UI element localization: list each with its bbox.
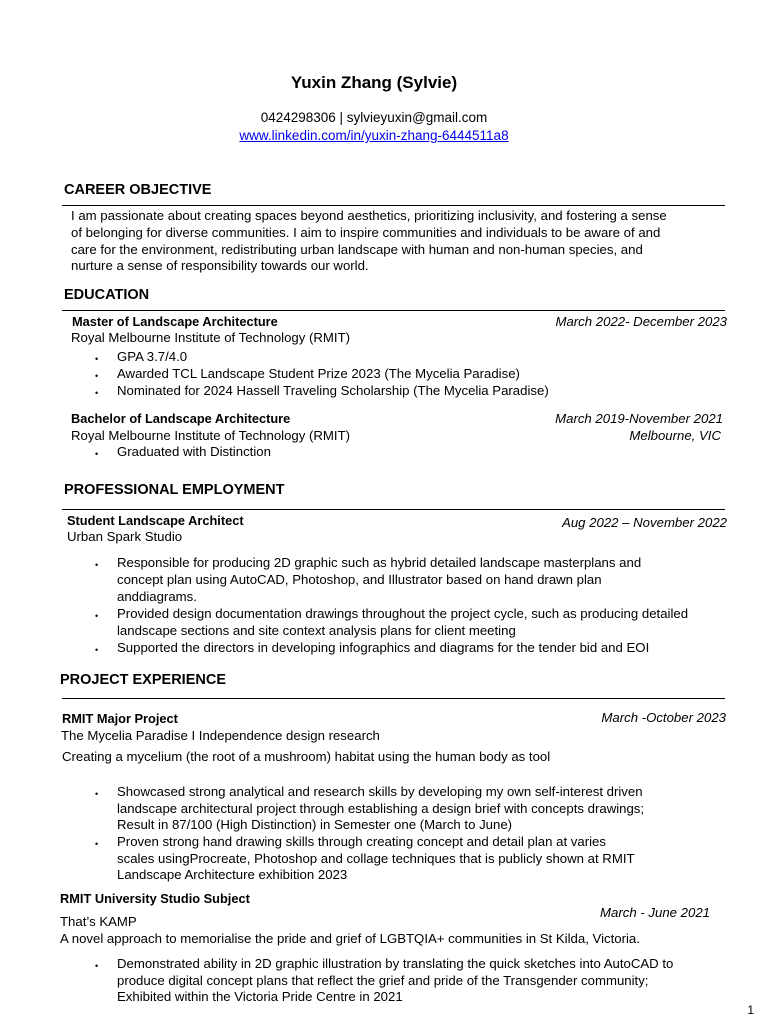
bachelor-date: March 2019-November 2021 <box>555 411 723 426</box>
list-item: Landscape Architecture exhibition 2023 <box>117 867 348 883</box>
project-subtitle-major: The Mycelia Paradise I Independence design research <box>61 728 380 743</box>
bullet-marker: • <box>95 789 99 799</box>
studio-bullet-list <box>0 956 748 1006</box>
project-subtitle-studio: That’s KAMP <box>60 914 137 929</box>
section-heading-career: CAREER OBJECTIVE <box>64 182 212 198</box>
section-divider <box>62 509 725 510</box>
list-item: • Demonstrated ability in 2D graphic illustration by translating the quick sketches into AutoCAD to <box>0 956 748 973</box>
list-item: • Responsible for producing 2D graphic such as hybrid detailed landscape masterplans and <box>0 555 748 572</box>
job-date: Aug 2022 – November 2022 <box>562 515 727 530</box>
career-line: I am passionate about creating spaces beyond aesthetics, prioritizing inclusivity, and fostering a sense <box>71 208 667 223</box>
project-description-studio: A novel approach to memorialise the pride and grief of LGBTQIA+ communities in St Kilda, Victoria. <box>60 931 640 946</box>
list-item: produce digital concept plans that reflect the grief and pride of the Transgender community; <box>117 972 649 988</box>
bullet-marker: • <box>95 611 99 621</box>
list-item: anddiagrams. <box>117 589 197 604</box>
list-item: • Showcased strong analytical and research skills by developing my own self-interest driven <box>0 784 748 801</box>
section-heading-education: EDUCATION <box>64 287 150 303</box>
contact-info: 0424298306 | sylvieyuxin@gmail.com <box>260 110 488 125</box>
job-title: Student Landscape Architect <box>67 513 244 528</box>
list-item: landscape sections and site context analysis plans for client meeting <box>117 623 516 638</box>
career-line: of belonging for diverse communities. I aim to inspire communities and individuals to be aware of and <box>71 224 661 240</box>
linkedin-link[interactable]: www.linkedin.com/in/yuxin-zhang-6444511a8 <box>239 128 509 143</box>
section-heading-projects: PROJECT EXPERIENCE <box>60 672 226 688</box>
project-date-major: March -October 2023 <box>601 710 726 725</box>
list-item: landscape architectural project through establishing a design brief with concepts drawings; <box>117 800 645 816</box>
bachelor-school: Royal Melbourne Institute of Technology (RMIT) <box>71 428 351 443</box>
employment-bullet-list <box>0 555 748 657</box>
master-bullet-list <box>0 349 748 400</box>
list-item: Exhibited within the Victoria Pride Centre in 2021 <box>117 989 403 1005</box>
list-item: • Awarded TCL Landscape Student Prize 2023 (The Mycelia Paradise) <box>0 366 748 383</box>
career-line: care for the environment, redistributing urban landscape with human and non-human species, and <box>71 241 643 257</box>
list-item: • Proven strong hand drawing skills through creating concept and detail plan at varies <box>0 834 748 851</box>
list-item: Result in 87/100 (High Distinction) in Semester one (March to June) <box>117 817 513 833</box>
career-objective-text <box>71 208 667 275</box>
section-heading-employment: PROFESSIONAL EMPLOYMENT <box>64 482 285 498</box>
bachelor-degree-title: Bachelor of Landscape Architecture <box>71 411 291 426</box>
master-school: Royal Melbourne Institute of Technology (RMIT) <box>71 330 351 345</box>
page-number: 1 <box>747 1003 754 1017</box>
bullet-marker: • <box>95 839 99 850</box>
list-item: concept plan using AutoCAD, Photoshop, and Illustrator based on hand drawn plan <box>117 572 602 587</box>
bullet-marker: • <box>95 388 99 398</box>
list-item: • Nominated for 2024 Hassell Traveling Scholarship (The Mycelia Paradise) <box>0 383 748 400</box>
list-item: • GPA 3.7/4.0 <box>0 349 748 366</box>
major-bullet-list <box>0 784 748 884</box>
candidate-name: Yuxin Zhang (Sylvie) <box>290 73 458 92</box>
list-item: • Graduated with Distinction <box>0 444 748 461</box>
master-date: March 2022- December 2023 <box>555 314 727 329</box>
bullet-marker: • <box>95 449 99 459</box>
list-item: • Provided design documentation drawings throughout the project cycle, such as producing detailed <box>0 606 748 623</box>
project-title-studio: RMIT University Studio Subject <box>60 891 250 906</box>
master-degree-title: Master of Landscape Architecture <box>72 314 278 329</box>
section-divider <box>62 310 725 311</box>
project-date-studio: March - June 2021 <box>600 905 710 920</box>
bullet-marker: • <box>95 354 99 364</box>
bullet-marker: • <box>95 560 99 570</box>
bullet-marker: • <box>95 371 99 381</box>
list-item: • Supported the directors in developing infographics and diagrams for the tender bid and EOI <box>0 640 748 657</box>
bachelor-location: Melbourne, VIC <box>629 428 721 443</box>
career-line: nurture a sense of responsibility towards our world. <box>71 258 369 274</box>
project-description-major: Creating a mycelium (the root of a mushroom) habitat using the human body as tool <box>62 749 551 764</box>
section-divider <box>62 698 725 699</box>
bullet-marker: • <box>95 961 99 971</box>
bachelor-bullet-list <box>0 444 748 461</box>
company-name: Urban Spark Studio <box>67 529 183 544</box>
section-divider <box>62 205 725 206</box>
bullet-marker: • <box>95 645 99 655</box>
list-item: scales usingProcreate, Photoshop and collage techniques that is publicly shown at RMIT <box>117 850 635 866</box>
project-title-major: RMIT Major Project <box>62 711 178 726</box>
